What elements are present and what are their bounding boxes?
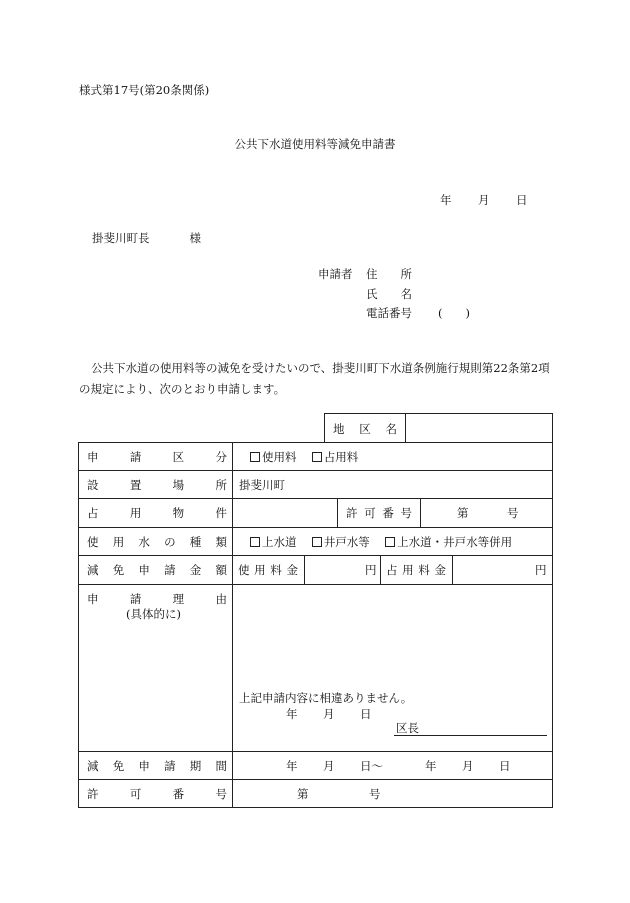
period-end-day: 日 — [499, 759, 511, 773]
period-end — [425, 758, 511, 774]
page-title: 公共下水道使用料等減免申請書 — [234, 137, 396, 151]
application-date — [440, 192, 528, 208]
permit-row-dai: 第 — [297, 787, 309, 801]
checkbox-occupancy-fee[interactable] — [312, 452, 322, 462]
usage-fee-label: 使 用 料 金 — [238, 563, 298, 577]
phone-label: 電話番号 — [366, 306, 412, 320]
checkbox-combined[interactable] — [385, 537, 395, 547]
option-tap-water: 上水道 — [262, 535, 297, 549]
period-end-month: 月 — [462, 759, 474, 773]
location-value[interactable]: 掛斐川町 — [239, 478, 285, 492]
reason-label: 申 請 理 由 — [87, 592, 227, 606]
period-start-year: 年 — [286, 759, 298, 773]
phone-paren: ( ) — [438, 306, 470, 320]
date-year: 年 — [440, 193, 452, 207]
reason-date-day: 日 — [360, 707, 372, 721]
reason-date-year: 年 — [286, 707, 298, 721]
usage-fee-yen: 円 — [365, 563, 377, 577]
period-start-day: 日 — [360, 759, 372, 773]
reason-date — [286, 706, 372, 722]
location-label: 設 置 場 所 — [87, 478, 227, 492]
occupancy-fee-yen: 円 — [535, 563, 547, 577]
date-day: 日 — [516, 193, 528, 207]
checkbox-well-water[interactable] — [312, 537, 322, 547]
permit-number-label: 許 可 番 号 — [346, 506, 412, 520]
address-label: 住 所 — [366, 267, 412, 281]
main-table-frame — [78, 442, 553, 808]
period-label: 減 免 申 請 期 間 — [87, 759, 227, 773]
option-well-water: 井戸水等 — [323, 535, 370, 549]
application-type-options — [250, 449, 358, 465]
permit-dai: 第 — [457, 506, 469, 520]
occupied-item-label: 占 用 物 件 — [87, 506, 227, 520]
option-combined: 上水道・井戸水等併用 — [397, 535, 513, 549]
checkbox-usage-fee[interactable] — [250, 452, 260, 462]
period-end-year: 年 — [425, 759, 437, 773]
ward-chief-signature-line — [394, 735, 547, 736]
option-occupancy-fee: 占用料 — [323, 450, 359, 464]
addressee — [92, 230, 201, 246]
honorific: 様 — [189, 231, 201, 245]
name-label: 氏 名 — [366, 286, 412, 301]
option-usage-fee: 使用料 — [262, 450, 297, 464]
date-month: 月 — [478, 193, 490, 207]
district-label: 地 区 名 — [333, 422, 397, 436]
form-number: 様式第17号(第20条関係) — [79, 83, 210, 97]
permit-go: 号 — [507, 506, 519, 520]
amount-label: 減 免 申 請 金 額 — [87, 563, 227, 577]
reason-date-month: 月 — [323, 707, 335, 721]
period-tilde: 〜 — [371, 759, 383, 773]
application-type-label: 申 請 区 分 — [87, 450, 227, 464]
occupancy-fee-label: 占 用 料 金 — [386, 563, 446, 577]
reason-sublabel: (具体的に) — [126, 607, 181, 621]
permit-row-go: 号 — [369, 787, 381, 801]
period-start — [286, 758, 383, 774]
reason-certify: 上記申請内容に相違ありません。 — [239, 691, 413, 705]
body-text: 公共下水道の使用料等の減免を受けたいので、掛斐川町下水道条例施行規則第22条第2項の規定により、次のとおり申請します。 — [79, 361, 550, 396]
water-type-options — [250, 534, 512, 550]
permit-number-row-label: 許 可 番 号 — [87, 787, 227, 801]
checkbox-tap-water[interactable] — [250, 537, 260, 547]
period-start-month: 月 — [323, 759, 335, 773]
addressee-name: 掛斐川町長 — [92, 231, 150, 245]
applicant-block — [318, 265, 470, 324]
water-type-label: 使 用 水 の 種 類 — [87, 535, 227, 549]
ward-chief-label: 区長 — [396, 721, 419, 735]
applicant-role: 申請者 — [318, 267, 353, 281]
